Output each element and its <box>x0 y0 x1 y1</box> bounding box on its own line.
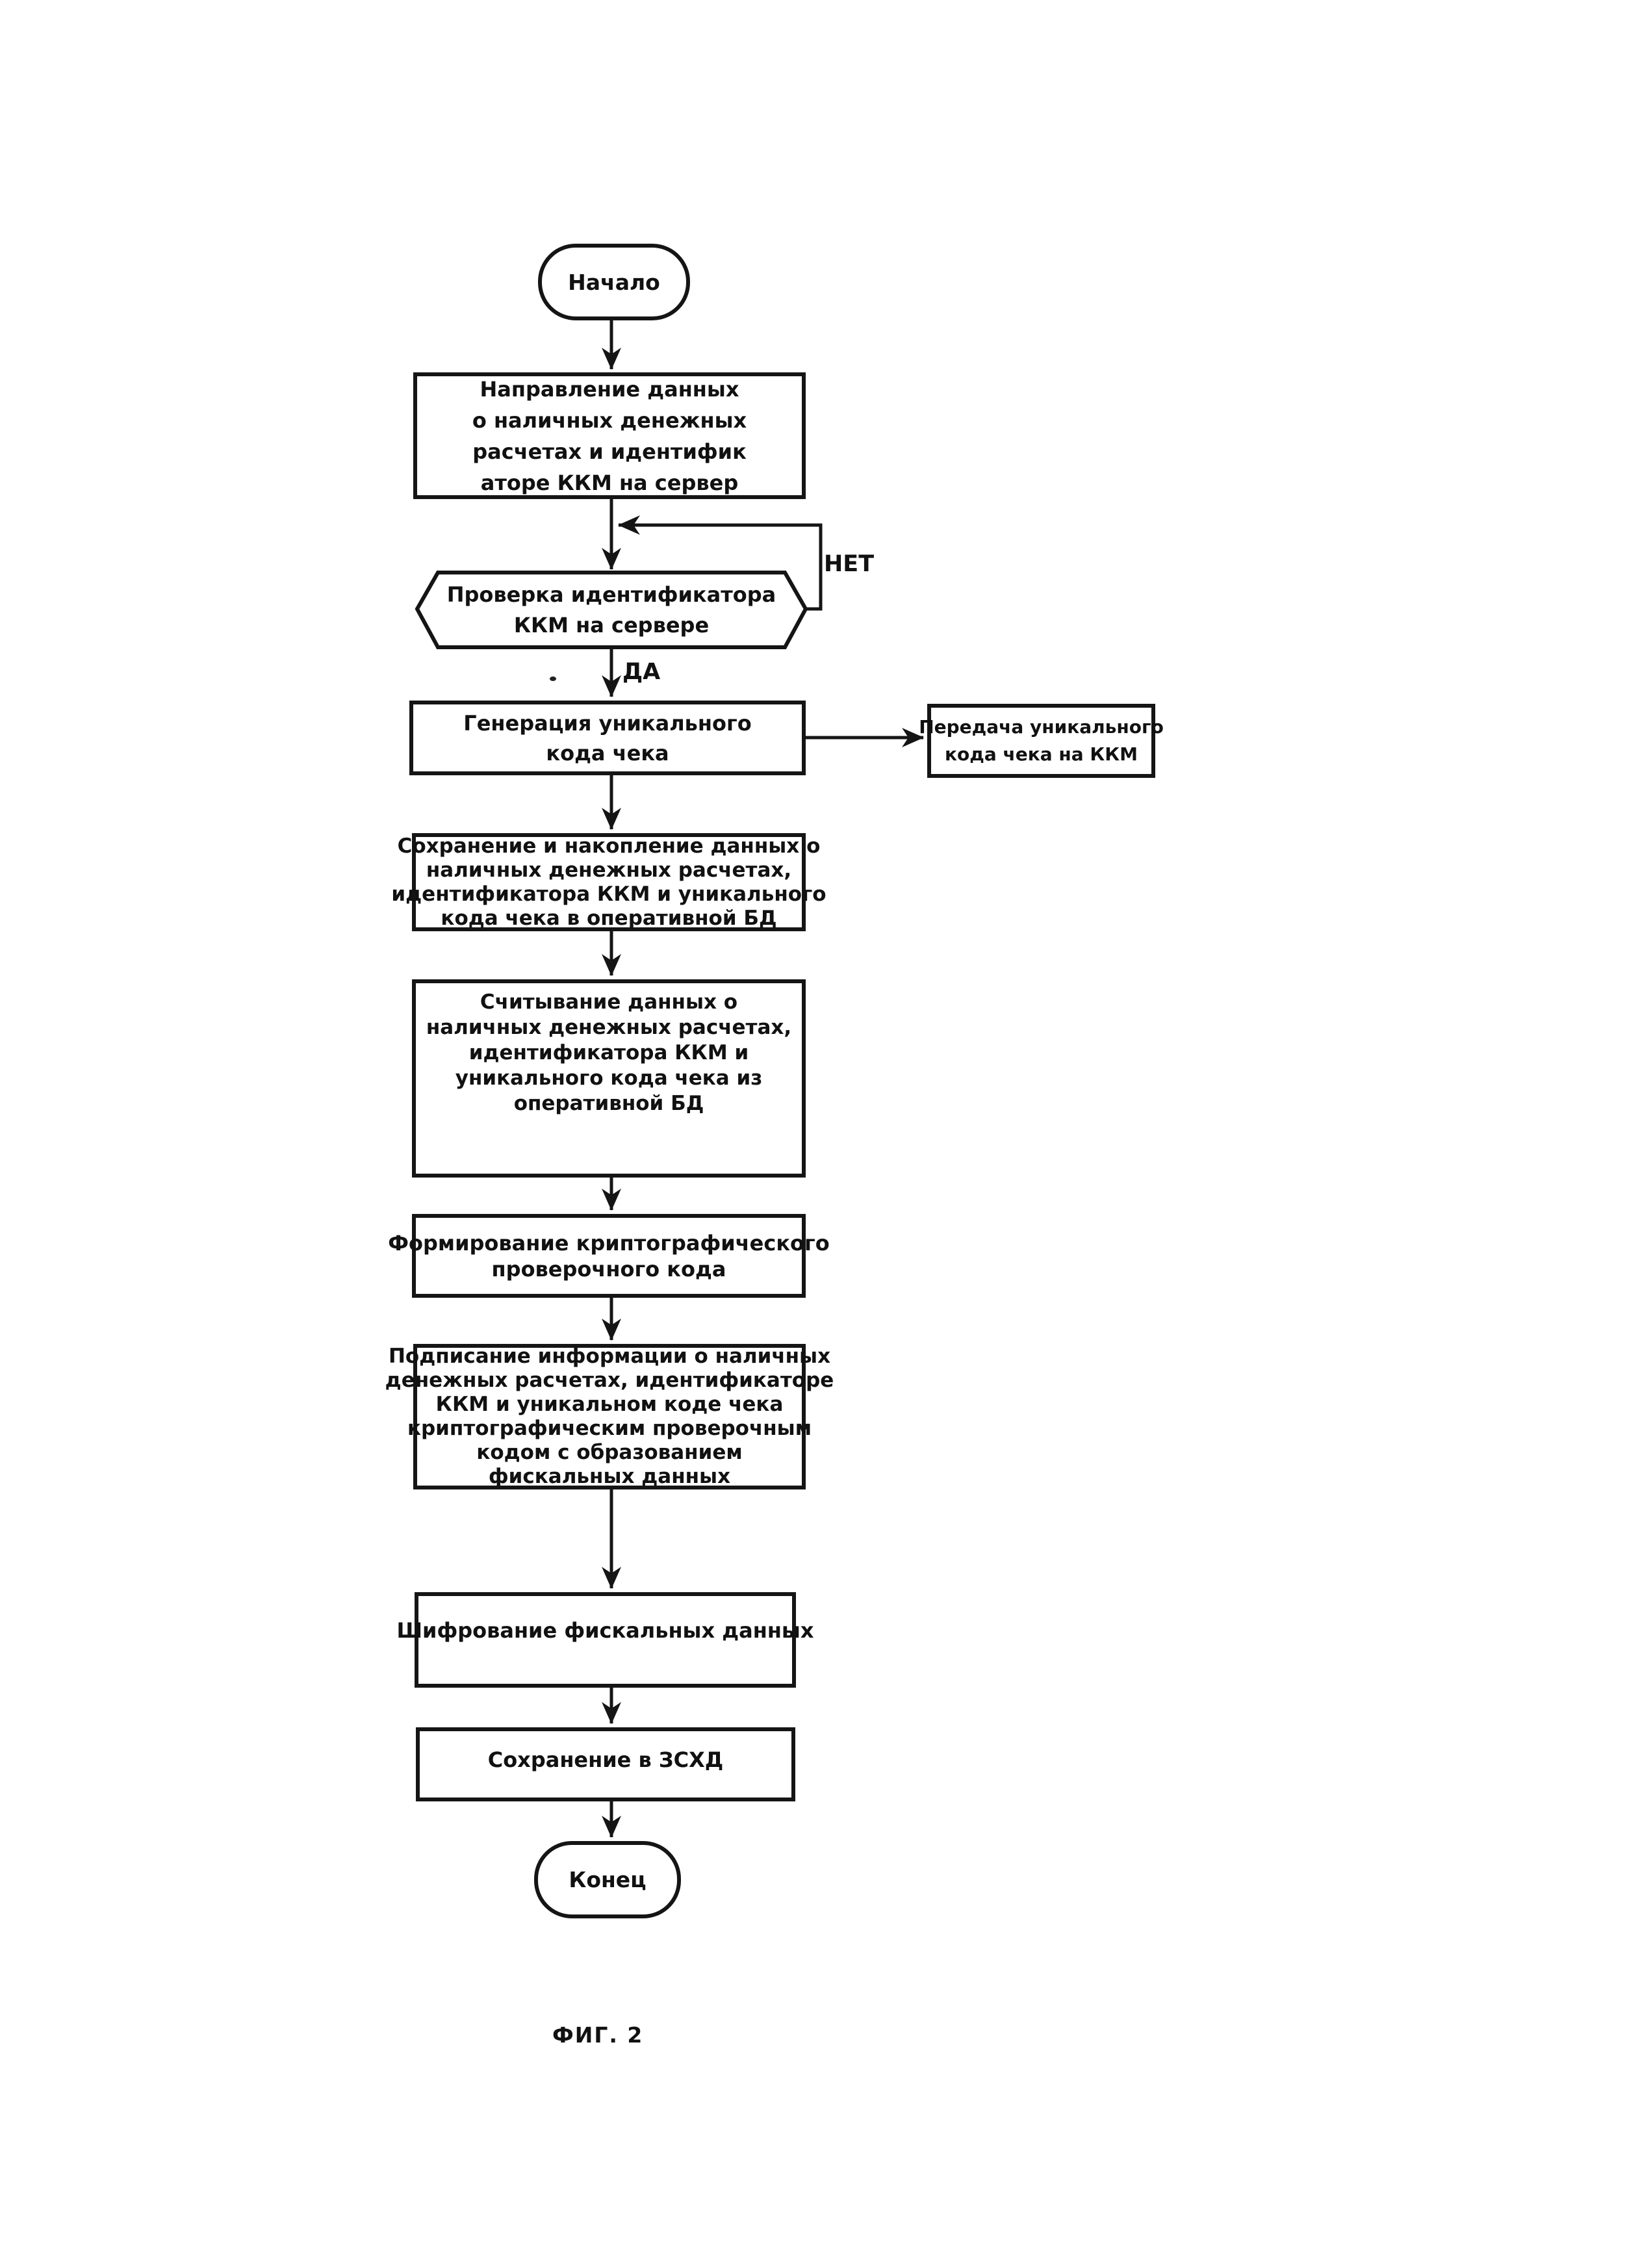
process-text-line: кода чека в оперативной БД <box>441 906 777 930</box>
decision-check-kkm-id <box>417 573 806 647</box>
process-text-line: Передача уникального <box>919 716 1164 738</box>
figure-caption: ФИГ. 2 <box>552 2022 644 2048</box>
process-text-line: оперативной БД <box>513 1092 704 1115</box>
process-text-line: идентификатора ККМ и уникального <box>391 882 826 906</box>
decision-text-line: Проверка идентификатора <box>446 582 776 607</box>
process-text-line: идентификатора ККМ и <box>468 1041 749 1064</box>
process-text-line: криптографическим проверочным <box>407 1417 812 1440</box>
end-label: Конец <box>569 1867 647 1892</box>
process-text-line: расчетах и идентифик <box>472 439 747 464</box>
process-text-line: фискальных данных <box>488 1465 731 1488</box>
process-text-line: о наличных денежных <box>472 407 747 433</box>
process-transfer-code <box>919 704 1164 778</box>
process-send-data <box>413 372 806 499</box>
process-text-line: уникального кода чека из <box>455 1066 763 1090</box>
process-text-line: Сохранение в ЗСХД <box>487 1747 724 1772</box>
process-text-line: наличных денежных расчетах, <box>426 1016 792 1039</box>
label-yes-branch: ДА <box>622 659 661 685</box>
end-terminal <box>534 1841 681 1918</box>
process-text-line: Считывание данных о <box>480 990 738 1014</box>
process-text-line: наличных денежных расчетах, <box>426 858 792 882</box>
process-read-operational-db <box>412 979 806 1178</box>
process-form-crypto-code <box>388 1214 830 1298</box>
process-text-line: Сохранение и накопление данных о <box>397 834 821 858</box>
process-save-zshd <box>416 1727 795 1801</box>
process-text-line: аторе ККМ на сервер <box>480 470 739 495</box>
process-text-line: кодом с образованием <box>476 1441 743 1464</box>
start-terminal <box>538 244 690 320</box>
process-text-line: кода чека <box>546 740 669 766</box>
process-text-line: Направление данных <box>480 376 739 402</box>
start-label: Начало <box>568 269 660 295</box>
process-text-line: денежных расчетах, идентификаторе <box>385 1369 834 1392</box>
process-text-line: кода чека на ККМ <box>945 743 1138 765</box>
process-store-operational-db <box>391 833 826 931</box>
decision-text-line: ККМ на сервере <box>513 612 710 638</box>
process-encrypt-fiscal-data <box>396 1592 814 1688</box>
process-text-line: Формирование криптографического <box>388 1230 830 1256</box>
process-generate-code <box>409 701 806 775</box>
process-text-line: Шифрование фискальных данных <box>396 1617 814 1643</box>
process-text-line: Подписание информации о наличных <box>388 1345 831 1368</box>
label-no-branch: НЕТ <box>824 551 875 577</box>
process-text-line: ККМ и уникальном коде чека <box>435 1393 784 1416</box>
process-text-line: проверочного кода <box>491 1256 726 1282</box>
process-sign-fiscal-data <box>385 1344 834 1489</box>
process-text-line: Генерация уникального <box>463 710 752 736</box>
scan-speck <box>550 677 556 681</box>
